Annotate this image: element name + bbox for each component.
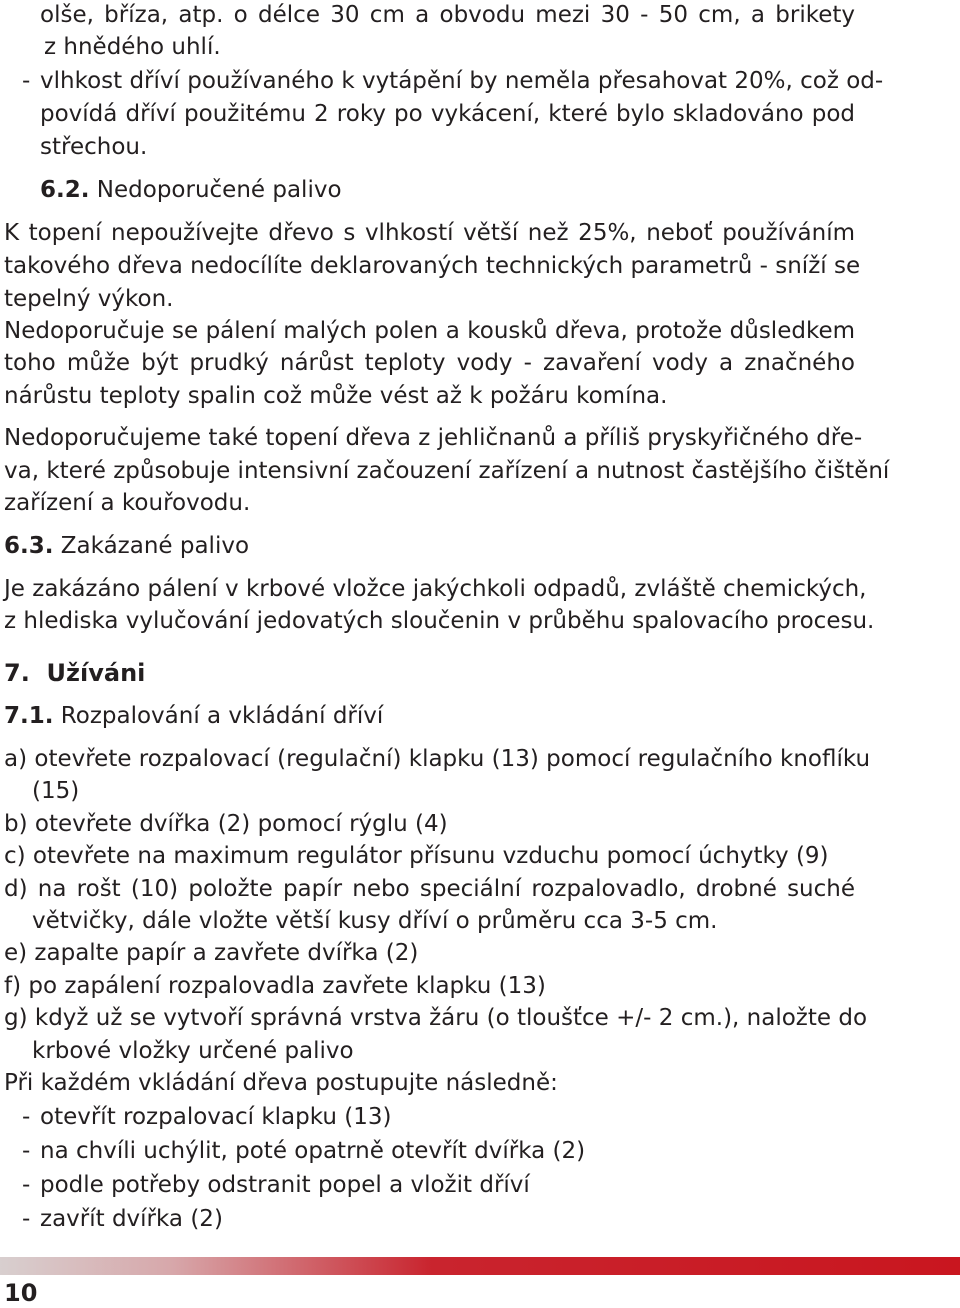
- section-title: Rozpalování a vkládání dříví: [60, 703, 384, 729]
- text-line: tepelný výkon.: [4, 286, 174, 312]
- section-number: 6.2.: [40, 177, 90, 203]
- list-item: otevřít rozpalovací klapku (13): [40, 1104, 392, 1130]
- text-line: zařízení a kouřovodu.: [4, 490, 251, 516]
- step-item: a) otevřete rozpalovací (regulační) klapku (13) pomocí regulačního knoflíku: [4, 746, 871, 772]
- step-item: (15): [32, 778, 80, 804]
- step-item: d) na rošt (10) položte papír nebo speciální rozpalovadlo, drobné suché: [4, 876, 855, 902]
- step-item: b) otevřete dvířka (2) pomocí rýglu (4): [4, 811, 448, 837]
- text-line: z hlediska vylučování jedovatých sloučenin v průběhu spalovacího procesu.: [4, 608, 875, 634]
- step-item: f) po zapálení rozpalovadla zavřete klapku (13): [4, 973, 546, 999]
- list-dash: -: [22, 1172, 31, 1198]
- text-line: K topení nepoužívejte dřevo s vlhkostí větší než 25%, neboť používáním: [4, 220, 855, 246]
- list-dash: -: [22, 1104, 31, 1130]
- list-item: na chvíli uchýlit, poté opatrně otevřít dvířka (2): [40, 1138, 586, 1164]
- chapter-title: Užíváni: [46, 659, 146, 687]
- section-heading-7-1: [4, 701, 383, 731]
- step-item: větvičky, dále vložte větší kusy dříví o průměru cca 3-5 cm.: [32, 908, 718, 934]
- step-item: e) zapalte papír a zavřete dvířka (2): [4, 940, 419, 966]
- section-title: Nedoporučené palivo: [96, 177, 342, 203]
- section-number: 6.3.: [4, 533, 54, 559]
- text-line: toho může být prudký nárůst teploty vody - zavaření vody a značného: [4, 350, 855, 376]
- section-heading-6-2: [40, 175, 342, 205]
- step-item: krbové vložky určené palivo: [32, 1038, 354, 1064]
- text-line: střechou.: [40, 134, 148, 160]
- step-item: g) když už se vytvoří správná vrstva žáru (o tloušťce +/- 2 cm.), naložte do: [4, 1005, 868, 1031]
- text-line: Nedoporučujeme také topení dřeva z jehličnanů a příliš pryskyřičného dře-: [4, 425, 863, 451]
- list-item: podle potřeby odstranit popel a vložit dříví: [40, 1172, 530, 1198]
- page-number: 10: [4, 1279, 38, 1307]
- step-item: c) otevřete na maximum regulátor přísunu vzduchu pomocí úchytky (9): [4, 843, 829, 869]
- text-line: olše, bříza, atp. o délce 30 cm a obvodu mezi 30 - 50 cm, a brikety: [40, 2, 855, 28]
- footer-red-bar: [0, 1257, 960, 1275]
- text-line: takového dřeva nedocílíte deklarovaných technických parametrů - sníží se: [4, 253, 861, 279]
- section-number: 7.1.: [4, 703, 54, 729]
- section-title: [89, 177, 96, 203]
- text-line: Je zakázáno pálení v krbové vložce jakýchkoli odpadů, zvláště chemických,: [4, 576, 867, 602]
- text-line: z hnědého uhlí.: [44, 34, 221, 60]
- list-item: zavřít dvířka (2): [40, 1206, 223, 1232]
- text-line: vlhkost dříví používaného k vytápění by neměla přesahovat 20%, což od-: [40, 68, 884, 94]
- chapter-number: 7.: [4, 659, 30, 687]
- lead-text: Při každém vkládání dřeva postupujte následně:: [4, 1070, 558, 1096]
- text-line: Nedoporučuje se pálení malých polen a kousků dřeva, protože důsledkem: [4, 318, 855, 344]
- list-dash: -: [22, 68, 31, 94]
- text-line: povídá dříví použitému 2 roky po vykácení, které bylo skladováno pod: [40, 101, 855, 127]
- text-line: nárůstu teploty spalin což může vést až k požáru komína.: [4, 383, 668, 409]
- list-dash: -: [22, 1138, 31, 1164]
- section-title: Zakázané palivo: [60, 533, 250, 559]
- text-line: va, které způsobuje intensivní začouzení zařízení a nutnost častějšího čištění: [4, 458, 890, 484]
- chapter-heading-7: [4, 658, 145, 688]
- section-heading-6-3: [4, 531, 249, 561]
- list-dash: -: [22, 1206, 31, 1232]
